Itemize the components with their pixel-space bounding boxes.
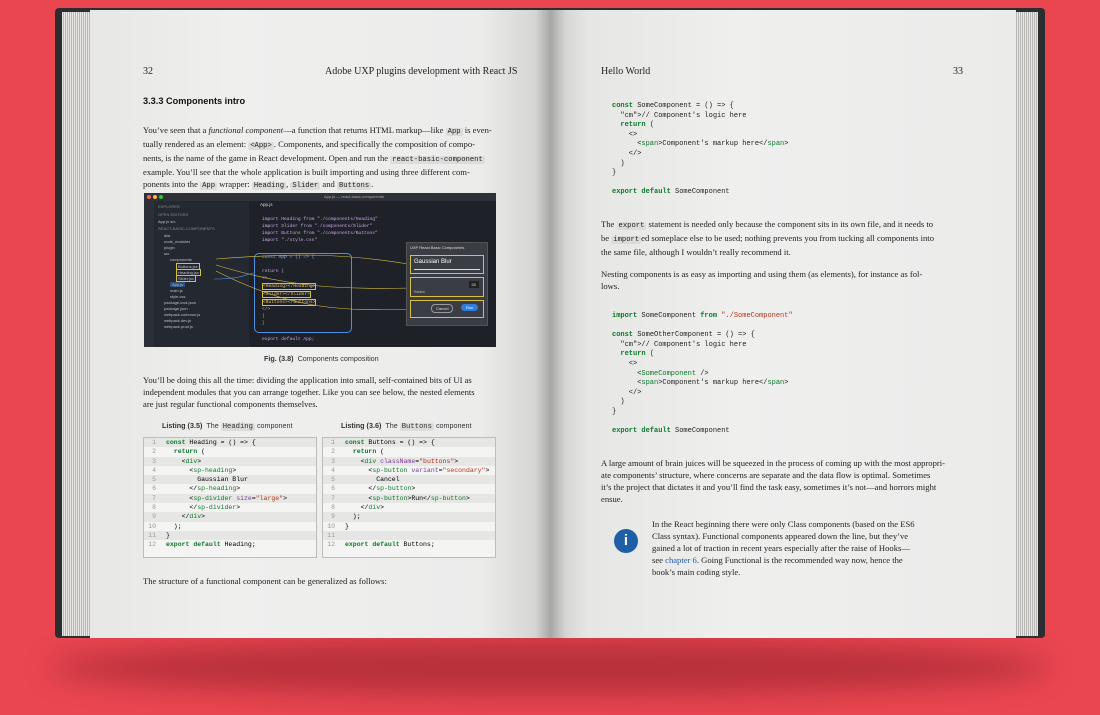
listing-line: 1 const Heading = () => {	[144, 438, 316, 447]
code-line: return (	[620, 350, 655, 359]
code-line: </>	[612, 149, 642, 158]
code-line: import "./style.css"	[262, 238, 318, 243]
listing-line: 1 const Buttons = () => {	[323, 438, 495, 447]
tree-item: node_modules	[164, 239, 191, 244]
code-line: return (	[620, 121, 655, 130]
plugin-slider-label: Radius	[414, 290, 425, 294]
plugin-run-button[interactable]: Run	[461, 304, 478, 311]
tree-item: App.js src	[158, 219, 176, 224]
listing-line: 10 );	[148, 522, 182, 530]
chapter-6-link[interactable]: chapter 6	[665, 555, 697, 565]
listing-line: 8 </sp-divider>	[152, 504, 241, 512]
page-edges-left	[62, 12, 92, 636]
tree-item: src	[164, 251, 170, 256]
code-line: const SomeComponent = () => {	[612, 102, 734, 110]
tree-item: Slider.jsx	[178, 276, 195, 281]
listing-line: 7 <sp-divider size="large">	[144, 494, 316, 503]
code-line: <>	[612, 359, 638, 368]
class-components-note: In the React beginning there were only Class components (based on the ES6 Class syntax). Functional components appeared down the line, but they’ve gained a lot of traction in recent years especially after the raise of Hooks— see chapter 6. Going Functional is the recommended way now, hence the book’s main coding style.	[652, 519, 915, 577]
plugin-slider-value: 50	[469, 281, 479, 288]
tree-item: webpack.dev.js	[164, 318, 192, 323]
tree-item: App.js	[172, 282, 184, 287]
screenshot-window-title: App.js — react-basic-components	[324, 194, 385, 199]
listing-line: 6 </sp-heading>	[152, 485, 241, 493]
code-line: )	[612, 398, 625, 407]
code-line: export default SomeComponent	[612, 427, 730, 436]
editor-tab: App.js	[256, 202, 277, 207]
section-heading: 3.3.3 Components intro	[143, 96, 246, 106]
code-line: <>	[612, 130, 638, 139]
code-line: "cm">// Component's logic here	[620, 340, 747, 349]
tree-item: webpack.common.js	[164, 312, 201, 317]
left-page-number: 32	[143, 66, 153, 77]
tree-item: components	[170, 257, 192, 262]
plugin-cancel-button[interactable]: Cancel	[431, 304, 453, 313]
listing-heading-code	[143, 437, 317, 558]
listing-a-caption: Listing (3.5) The Heading component	[162, 421, 293, 431]
intro-paragraph: You’ve seen that a functional component—a function that returns HTML markup—like App is even- tually rendered as an element: <App> . Components, and specifically the composition of compo- nents, is the name of the game in React development. Open and run the react-basic-component example. You’ll see that the whole application is built importing and using three different com- ponents into the App wrapper: Heading , Slider and Buttons .	[143, 125, 492, 190]
listing-line: 4 <sp-button variant="secondary">	[331, 466, 490, 474]
tree-item: REACT-BASIC-COMPONENTS	[158, 226, 215, 231]
code-line: export default SomeComponent	[612, 188, 730, 197]
right-page-number: 33	[953, 66, 963, 77]
code-line: <>	[262, 276, 268, 281]
code-line: import Heading from "./components/Heading"	[262, 217, 378, 222]
tree-item: plugin	[164, 245, 175, 250]
code-line: <Heading></Heading>	[263, 284, 316, 289]
code-line: export default App;	[262, 337, 315, 342]
listing-line: 11 }	[144, 531, 316, 540]
explorer-header: EXPLORER	[158, 204, 180, 209]
code-line: }	[612, 407, 617, 416]
tree-item: Heading.jsx	[178, 270, 199, 275]
listing-line: 6 </sp-button>	[331, 485, 416, 493]
code-line: <span>Component's markup here</span>	[612, 379, 789, 388]
code-line: const SomeOtherComponent = () => {	[612, 331, 755, 340]
listing-line: 5 Gaussian Blur	[144, 475, 316, 484]
tree-item: Buttons.jsx	[178, 264, 198, 269]
listing-line: 9 );	[323, 512, 495, 521]
nesting-paragraph: Nesting components is as easy as importing and using them (as elements), for instance as fol- lows.	[601, 269, 923, 291]
right-running-title: Hello World	[601, 66, 651, 77]
code-line	[612, 322, 793, 332]
tree-item: package-lock.json	[164, 300, 197, 305]
listing-line: 7 <sp-button>Run</sp-button>	[323, 494, 495, 503]
listing-line: 3 <div className="buttons">	[323, 457, 495, 466]
code-line: )	[612, 159, 625, 168]
vscode-screenshot	[144, 193, 496, 347]
plugin-divider	[414, 269, 480, 270]
code-line: "cm">// Component's logic here	[620, 111, 747, 120]
code-line	[612, 179, 788, 189]
code-line: }	[612, 169, 617, 178]
code-line: <Buttons></Buttons>	[263, 300, 316, 305]
code-line: return (	[262, 269, 285, 274]
right-page	[550, 10, 1016, 638]
listing-buttons-code	[322, 437, 496, 558]
listing-line: 2 return (	[152, 448, 206, 456]
listing-line: 8 </div>	[331, 504, 385, 512]
plugin-slider-box[interactable]	[410, 277, 484, 297]
plugin-heading: Gaussian Blur	[414, 259, 452, 265]
plugin-panel	[406, 242, 488, 326]
open-editors-header: OPEN EDITORS	[158, 212, 189, 217]
plugin-title: UXP React Basic Components	[410, 245, 465, 250]
book-gutter	[535, 10, 565, 638]
code-line: <Slider></Slider>	[263, 292, 310, 297]
info-icon: i	[614, 529, 638, 553]
listing-b-caption: Listing (3.6) The Buttons component	[341, 421, 472, 431]
tree-item: package.json	[164, 306, 188, 311]
tree-item: webpack.prod.js	[164, 324, 193, 329]
book-shadow	[50, 640, 1050, 695]
plugin-heading-box	[410, 255, 484, 274]
code-line	[612, 418, 793, 428]
listing-line: 12 export default Buttons;	[327, 541, 435, 549]
listing-line: 4 <sp-heading>	[152, 466, 237, 474]
tree-item: dist	[164, 233, 171, 238]
structure-paragraph: The structure of a functional component can be generalized as follows:	[143, 576, 387, 586]
listing-line: 2 return (	[331, 448, 385, 456]
code-line: import Slider from "./components/Slider"	[262, 224, 373, 229]
code-line: </>	[262, 307, 271, 312]
listing-line: 10 }	[327, 522, 349, 530]
listing-line: 5 Cancel	[323, 475, 495, 484]
listing-line: 11	[323, 531, 495, 540]
brain-juices-paragraph: A large amount of brain juices will be squeezed in the process of coming up with the most appropri- ate components’ structure, where concerns are separate and the data flow is optimal. Sometimes it’s the project that dictates it and you’ll find the task easy, sometimes it’s not—and horrors might ensue.	[601, 458, 945, 504]
code-line: )	[262, 314, 265, 319]
code-line: }	[262, 321, 265, 326]
plugin-buttons-box	[410, 300, 484, 318]
tree-item: main.js	[170, 288, 183, 293]
tree-item: style.css	[170, 294, 186, 299]
some-other-component-code	[612, 312, 793, 437]
code-line: import Buttons from "./components/Buttons"	[262, 231, 378, 236]
listing-line: 3 <div>	[144, 457, 316, 466]
left-running-title: Adobe UXP plugins development with React JS	[325, 66, 518, 77]
listing-line: 12 export default Heading;	[148, 541, 256, 549]
left-page	[90, 10, 550, 638]
listing-line: 9 </div>	[144, 512, 316, 521]
code-line: const App = () => {	[262, 255, 315, 260]
some-component-code	[612, 102, 788, 198]
modules-paragraph: You’ll be doing this all the time: dividing the application into small, self-contained bits of UI as independent modules that you can arrange together. Like you can see below, the nested elements are just regular functional components themselves.	[143, 375, 475, 409]
code-line: <span>Component's markup here</span>	[612, 140, 789, 149]
code-line: import SomeComponent from "./SomeComponent"	[612, 312, 793, 320]
code-line: <SomeComponent />	[612, 369, 709, 378]
figure-caption: Fig. (3.8) Components composition	[264, 354, 379, 363]
code-line: </>	[612, 388, 642, 397]
export-paragraph: The export statement is needed only because the component sits in its own file, and it needs to be import ed someplace else to be used; nothing prevents you from tucking all components into the same file, although I wouldn’t really recommend it.	[601, 219, 934, 257]
